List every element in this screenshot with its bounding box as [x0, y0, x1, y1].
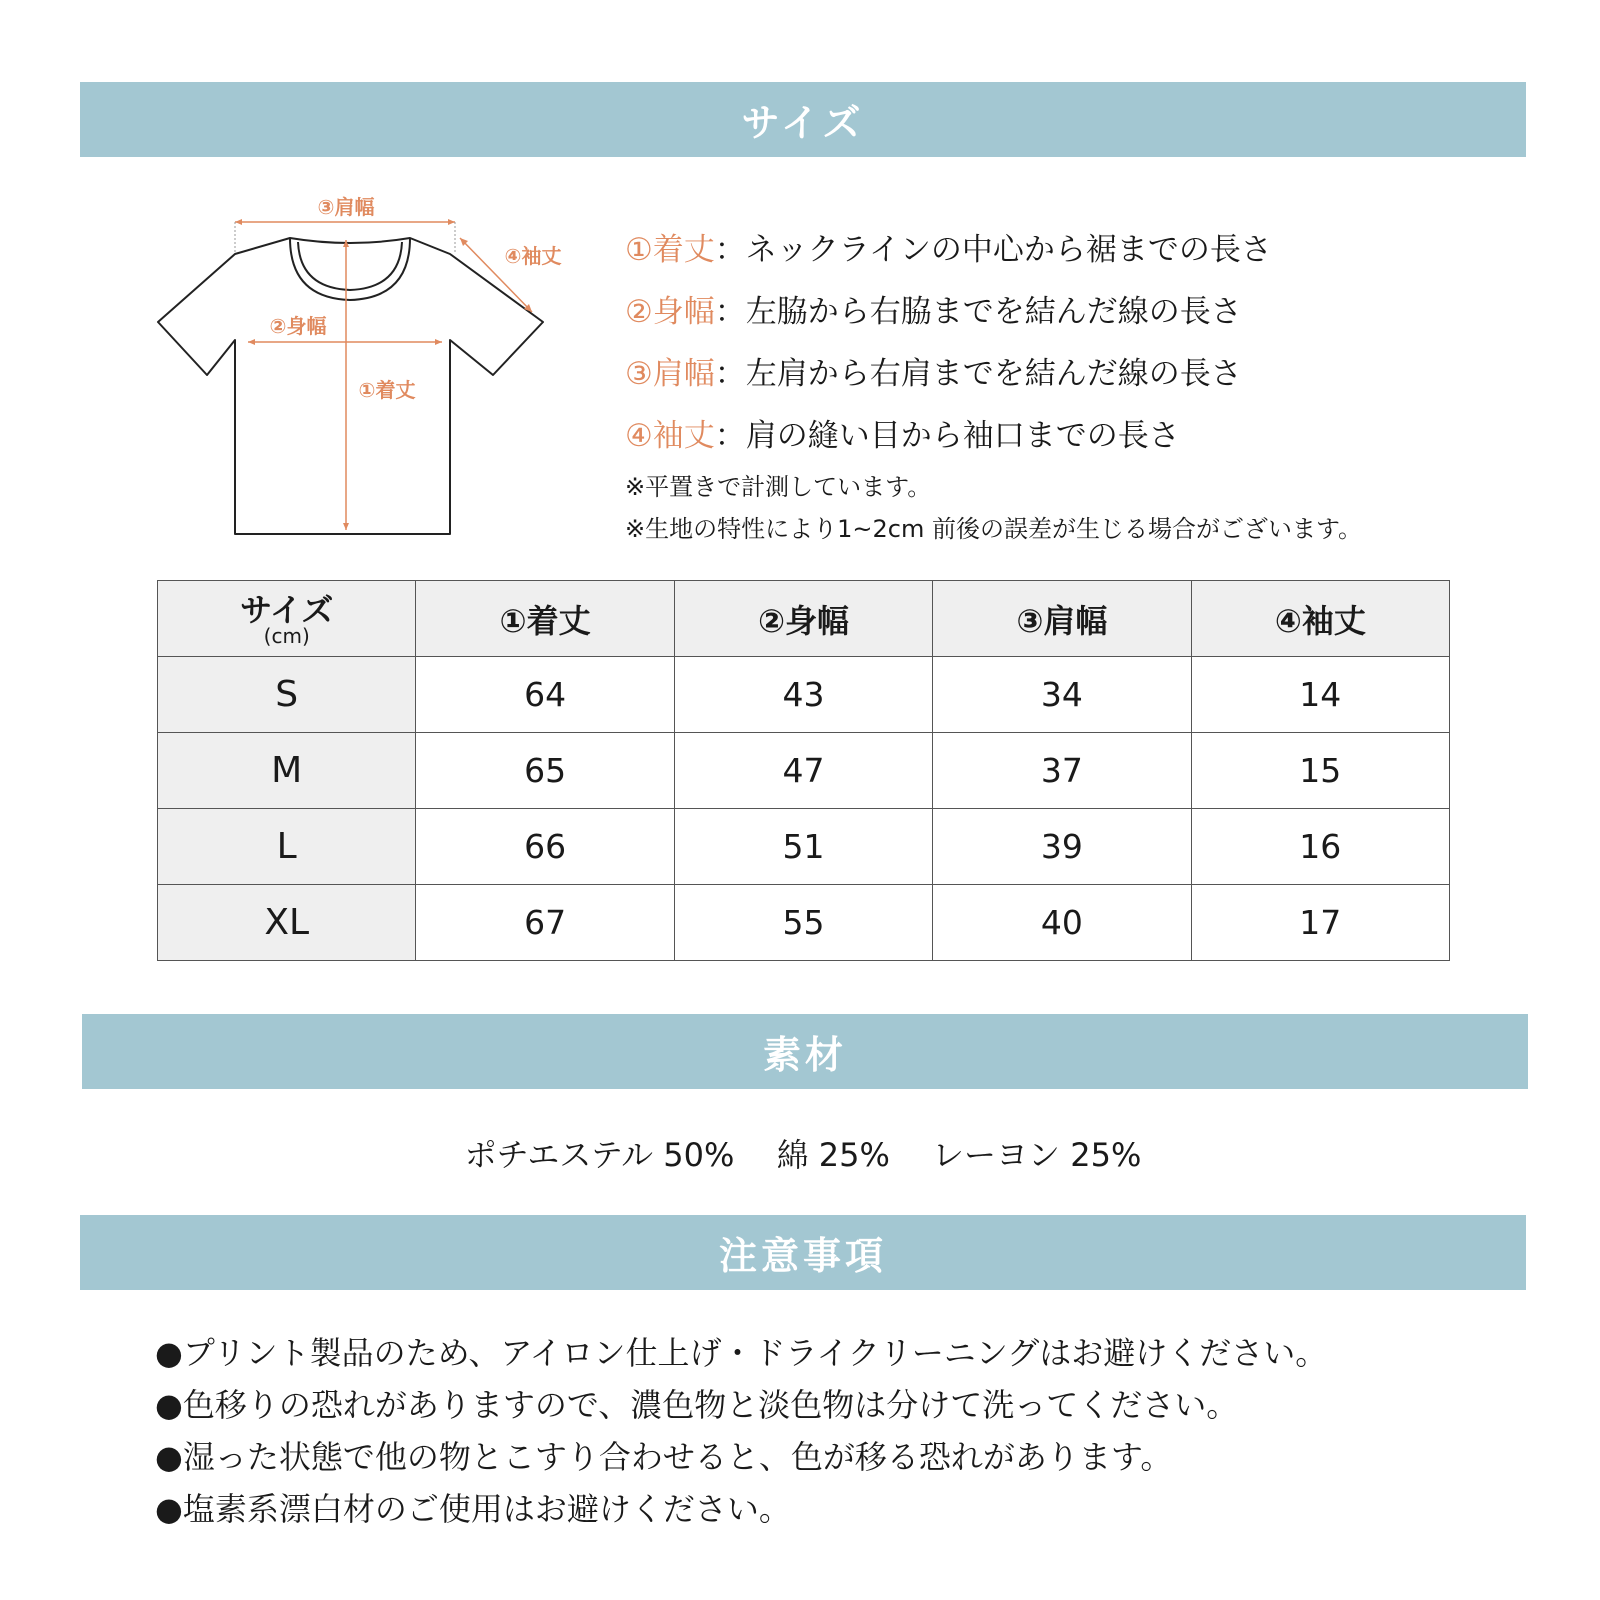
definition-key: ①着丈	[625, 231, 715, 268]
table-cell: 43	[674, 657, 932, 733]
size-cell: S	[158, 657, 416, 733]
diagram-label-sleeve: ④袖丈	[504, 244, 562, 268]
definition-row	[625, 339, 1362, 401]
size-cell: M	[158, 733, 416, 809]
list-item: ●塩素系漂白材のご使用はお避けください。	[155, 1490, 791, 1528]
measure-note: ※平置きで計測しています。	[625, 472, 932, 501]
header-size-cell	[158, 581, 416, 657]
definition-key: ④袖丈	[625, 417, 715, 454]
table-cell: 67	[416, 885, 674, 961]
table-row	[158, 809, 1450, 885]
definition-key: ②身幅	[625, 293, 715, 330]
table-header-row	[158, 581, 1450, 657]
definition-row	[625, 401, 1362, 463]
table-cell: 64	[416, 657, 674, 733]
table-cell: 14	[1191, 657, 1449, 733]
definition-desc: ：肩の縫い目から袖口までの長さ	[714, 417, 1180, 454]
section-header-notes	[80, 1215, 1526, 1290]
diagram-label-shoulder: ③肩幅	[317, 195, 375, 219]
table-row	[158, 657, 1450, 733]
list-item: ●プリント製品のため、アイロン仕上げ・ドライクリーニングはお避けください。	[155, 1334, 1328, 1372]
size-table	[157, 580, 1450, 961]
table-cell: 66	[416, 809, 674, 885]
list-item: ●湿った状態で他の物とこすり合わせると、色が移る恐れがあります。	[155, 1438, 1173, 1476]
section-title: 注意事項	[718, 1234, 887, 1278]
tshirt-measurement-diagram	[150, 190, 600, 550]
table-cell: 17	[1191, 885, 1449, 961]
table-row	[158, 733, 1450, 809]
table-cell: 39	[933, 809, 1191, 885]
size-cell: L	[158, 809, 416, 885]
definition-row	[625, 277, 1362, 339]
diagram-label-length: ①着丈	[358, 378, 416, 402]
table-cell: 34	[933, 657, 1191, 733]
care-notes-list	[155, 1325, 1327, 1533]
table-cell: 51	[674, 809, 932, 885]
section-header-size	[80, 82, 1526, 157]
table-cell: 47	[674, 733, 932, 809]
section-title: サイズ	[741, 101, 865, 145]
diagram-label-width: ②身幅	[269, 314, 327, 338]
header-cell: ④袖丈	[1191, 581, 1449, 657]
section-header-material	[82, 1014, 1528, 1089]
header-cell: ②身幅	[674, 581, 932, 657]
material-composition: ポチエステル 50% 綿 25% レーヨン 25%	[464, 1136, 1142, 1174]
size-cell: XL	[158, 885, 416, 961]
table-cell: 37	[933, 733, 1191, 809]
definition-desc: ：ネックラインの中心から裾までの長さ	[714, 231, 1272, 268]
table-cell: 65	[416, 733, 674, 809]
measure-note: ※生地の特性により1~2cm 前後の誤差が生じる場合がございます。	[625, 514, 1363, 543]
definition-row	[625, 215, 1362, 277]
definition-key: ③肩幅	[625, 355, 715, 392]
header-unit-label: (cm)	[263, 623, 310, 648]
table-row	[158, 885, 1450, 961]
table-cell: 40	[933, 885, 1191, 961]
measurement-definitions	[625, 215, 1362, 547]
table-cell: 55	[674, 885, 932, 961]
definition-desc: ：左脇から右脇までを結んだ線の長さ	[714, 293, 1242, 330]
header-cell: ③肩幅	[933, 581, 1191, 657]
section-title: 素材	[762, 1033, 847, 1077]
list-item: ●色移りの恐れがありますので、濃色物と淡色物は分けて洗ってください。	[155, 1386, 1239, 1424]
tshirt-outline	[158, 238, 543, 534]
table-cell: 15	[1191, 733, 1449, 809]
table-cell: 16	[1191, 809, 1449, 885]
header-cell: ①着丈	[416, 581, 674, 657]
header-size-label: サイズ	[239, 590, 334, 629]
definition-desc: ：左肩から右肩までを結んだ線の長さ	[714, 355, 1242, 392]
